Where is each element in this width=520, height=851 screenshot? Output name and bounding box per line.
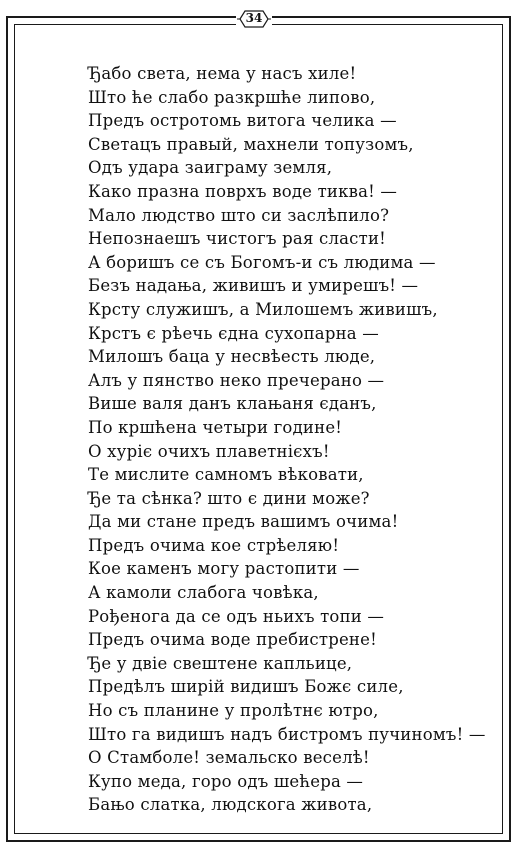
poem-line: Што га видишъ надъ бистромъ пучиномъ! — [88,724,486,744]
poem-line: Непознаешъ чистогъ рая сласти! [88,229,386,249]
poem-line: О хуріє очихъ плаветнієхъ! [88,441,330,461]
poem-line: А боришъ се съ Богомъ-и съ людима — [88,252,436,272]
poem-line: Више валя данъ клањаня єданъ, [88,394,377,414]
poem-line: Предѣлъ ширій видишъ Божє силе, [88,677,404,697]
poem-line: Крсту служишъ, а Милошемъ живишъ, [88,299,438,319]
poem-line: По кршћена четыри године! [88,417,343,437]
poem-line: Алъ у пянство неко пречерано — [88,370,385,390]
poem-line: О Стамболе! земальско веселѣ! [88,748,370,768]
poem-line: Одъ удара заиграму земля, [88,158,333,178]
poem-line: Ђе у двіе свештене капльице, [88,653,353,673]
poem-line: Предъ очима кое стрѣеляю! [88,535,340,555]
poem-line: Што ће слабо разкршће липово, [88,87,376,107]
poem-line: Ђабо света, нема у насъ хиле! [88,64,357,83]
poem-line: Рођенога да се одъ ньихъ топи — [88,606,385,626]
page-number-ornament [236,6,272,32]
poem-line: Безъ надања, живишъ и умирешъ! — [88,276,419,296]
poem-line: А камоли слабога човѣка, [88,583,319,603]
page-number: 34 [245,11,263,25]
poem-line: Милошъ баца у несвѣесть люде, [88,347,376,367]
poem-line: Предъ остротомь витога челика — [88,111,397,131]
poem-line: Мало людство што си заслѣпило? [88,205,390,225]
poem-text [88,62,486,817]
poem-line: Купо меда, горо одъ шећера — [88,771,364,791]
poem-line: Да ми стане предъ вашимъ очима! [88,512,399,532]
poem-line: Крстъ є рѣечь єдна сухопарна — [88,323,379,343]
poem-line: Предъ очима воде пребистрене! [88,630,377,650]
poem-line: Ђе та сѣнка? што є дини може? [88,488,370,508]
poem-line: Кое каменъ могу растопити — [88,559,360,579]
poem-line: Како празна поврхъ воде тиква! — [88,181,398,201]
poem-line: Но съ планине у пролѣтнє ютро, [88,701,379,721]
poem-line: Те мислите самномъ вѣковати, [88,465,364,485]
poem-line: Светацъ правый, махнели топузомъ, [88,134,414,154]
poem-line: Бањо слатка, людскога живота, [88,795,373,815]
